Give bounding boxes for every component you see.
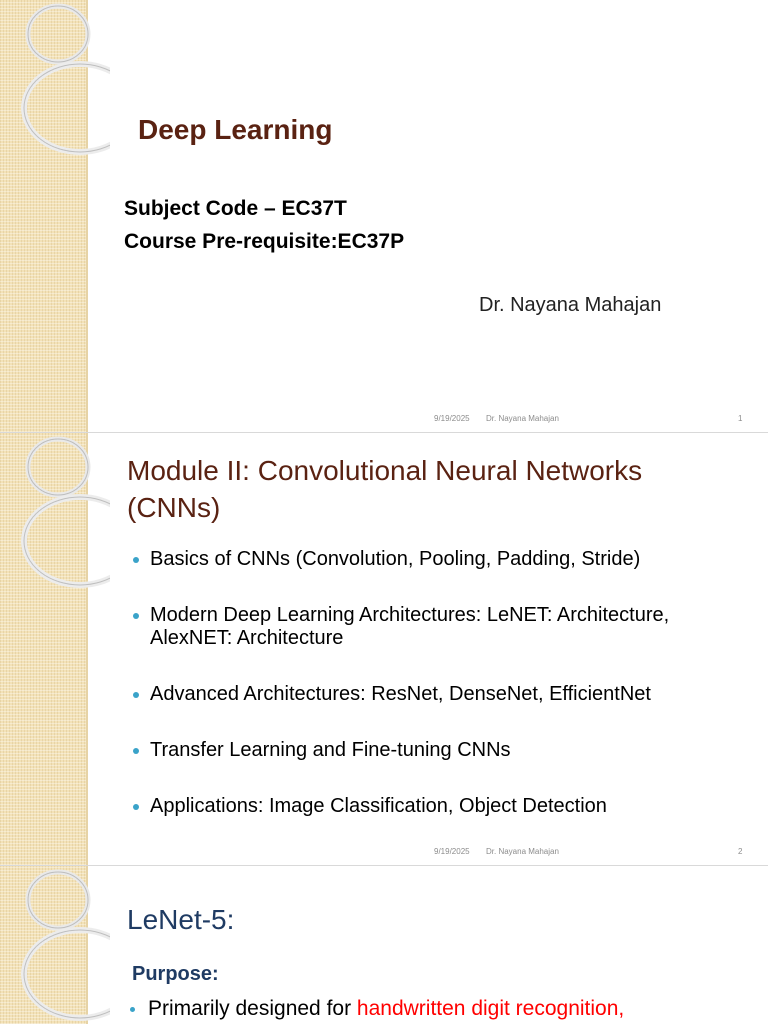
subject-code: Subject Code – EC37T: [124, 197, 347, 220]
decorative-rings-icon: [0, 866, 110, 1024]
bullet-text: Primarily designed for: [148, 997, 357, 1020]
footer-date: 9/19/2025: [434, 847, 470, 856]
module-title: Module II: Convolutional Neural Networks (CNNs): [127, 455, 643, 523]
slide-title: Deep Learning: [138, 114, 333, 145]
list-item: Modern Deep Learning Architectures: LeNET: Architecture, AlexNET: Architecture: [130, 604, 750, 650]
slide-1: [0, 0, 768, 432]
module-topics-list: [130, 548, 750, 818]
footer-author: Dr. Nayana Mahajan: [486, 414, 559, 423]
course-prerequisite: Course Pre-requisite:EC37P: [124, 230, 405, 253]
author-name: Dr. Nayana Mahajan: [479, 294, 662, 316]
bullet-icon: [133, 692, 139, 698]
lenet-title: LeNet-5:: [127, 904, 235, 935]
purpose-heading: Purpose:: [132, 963, 219, 985]
list-item: Basics of CNNs (Convolution, Pooling, Padding, Stride): [130, 548, 750, 571]
footer-author: Dr. Nayana Mahajan: [486, 847, 559, 856]
bullet-icon: [133, 748, 139, 754]
bullet-icon: [133, 557, 139, 563]
list-item: Applications: Image Classification, Object Detection: [130, 795, 750, 818]
footer-date: 9/19/2025: [434, 414, 470, 423]
bullet-icon: [133, 613, 139, 619]
decorative-rings-icon: [0, 433, 110, 633]
highlighted-text: handwritten digit recognition,: [356, 997, 625, 1020]
bullet-icon: [130, 1007, 135, 1012]
bullet-icon: [133, 804, 139, 810]
footer-page-number: 1: [738, 414, 743, 423]
list-item: Transfer Learning and Fine-tuning CNNs: [130, 739, 750, 762]
decorative-rings-icon: [0, 0, 110, 200]
footer-page-number: 2: [738, 847, 743, 856]
list-item: Advanced Architectures: ResNet, DenseNet, EfficientNet: [130, 683, 750, 706]
list-item: [130, 997, 624, 1021]
